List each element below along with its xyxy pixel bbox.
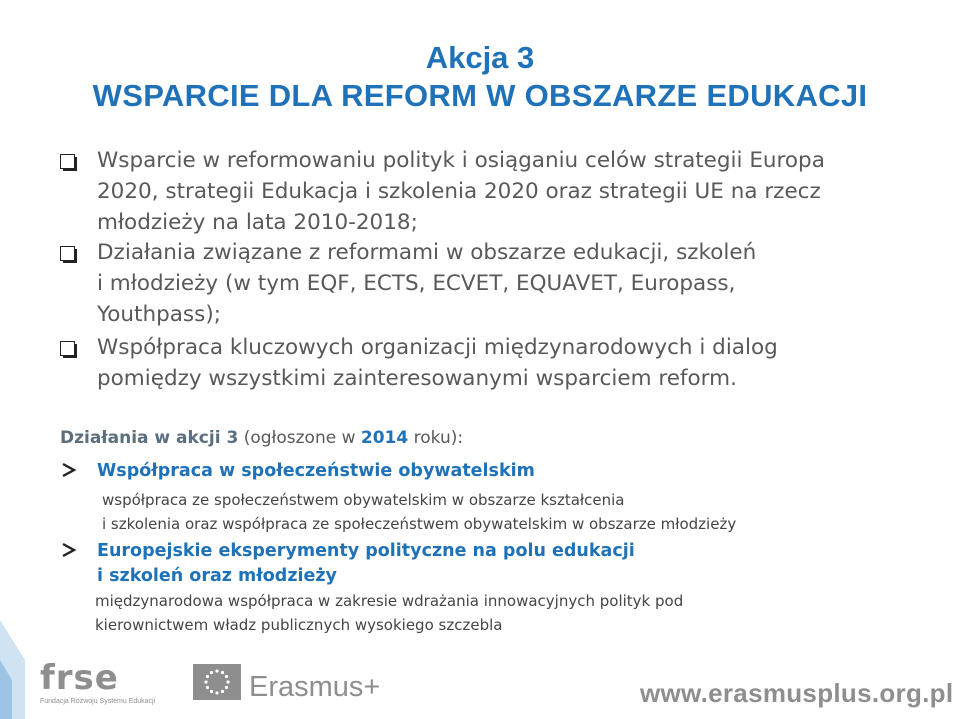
bullet-line: młodzieży na lata 2010-2018; [97, 210, 418, 235]
action-title-line: i szkoleń oraz młodzieży [97, 566, 337, 586]
checkbox-bullet-icon [60, 246, 75, 261]
intro-text: roku): [408, 428, 464, 448]
frse-logo [40, 660, 155, 705]
arrow-bullet-icon [60, 542, 78, 558]
corner-decoration [0, 600, 30, 719]
slide-title-line2: WSPARCIE DLA REFORM W OBSZARZE EDUKACJI [92, 78, 868, 113]
actions-intro [60, 428, 463, 448]
frse-logo-text: frse [40, 658, 119, 698]
eu-flag-icon [193, 664, 241, 700]
slide-title-line1: Akcja 3 [425, 40, 535, 75]
action-desc-line: i szkolenia oraz współpraca ze społeczeństwem obywatelskim w obszarze młodzieży [102, 515, 737, 533]
frse-subtitle: Fundacja Rozwoju Systemu Edukacji [40, 698, 156, 705]
action-desc-line: kierownictwem władz publicznych wysokiego szczebla [95, 616, 503, 634]
action-desc-line: międzynarodowa współpraca w zakresie wdrażania innowacyjnych polityk pod [95, 592, 684, 610]
bullet-line: Wsparcie w reformowaniu polityk i osiąganiu celów strategii Europa [97, 148, 825, 173]
bullet-line: Współpraca kluczowych organizacji międzynarodowych i dialog [97, 335, 778, 360]
action-1-description [102, 488, 736, 536]
action-title-line: Współpraca w społeczeństwie obywatelskim [97, 461, 535, 481]
checkbox-bullet-icon [60, 154, 75, 169]
action-2-title [97, 539, 635, 589]
intro-text: (ogłoszone w [238, 428, 361, 448]
action-desc-line: współpraca ze społeczeństwem obywatelskim w obszarze kształcenia [102, 491, 625, 509]
arrow-bullet-icon [60, 462, 78, 478]
bullet-line: 2020, strategii Edukacja i szkolenia 2020 oraz strategii UE na rzecz [97, 179, 821, 204]
bullet-line: Youthpass); [97, 302, 221, 327]
bullet-line: i młodzieży (w tym EQF, ECTS, ECVET, EQUAVET, Europass, [97, 271, 736, 296]
erasmus-plus-logo: Erasmus+ [249, 671, 381, 703]
website-url[interactable]: www.erasmusplus.org.pl [640, 678, 954, 708]
intro-bold: Działania w akcji 3 [60, 428, 239, 448]
intro-year: 2014 [360, 428, 409, 448]
bullet-line: pomiędzy wszystkimi zainteresowanymi wsparciem reform. [97, 366, 737, 391]
action-1-title [97, 459, 535, 484]
bullet-line: Działania związane z reformami w obszarze edukacji, szkoleń [97, 240, 757, 265]
checkbox-bullet-icon [60, 341, 75, 356]
action-title-line: Europejskie eksperymenty polityczne na polu edukacji [97, 541, 635, 561]
action-2-description [95, 589, 683, 637]
